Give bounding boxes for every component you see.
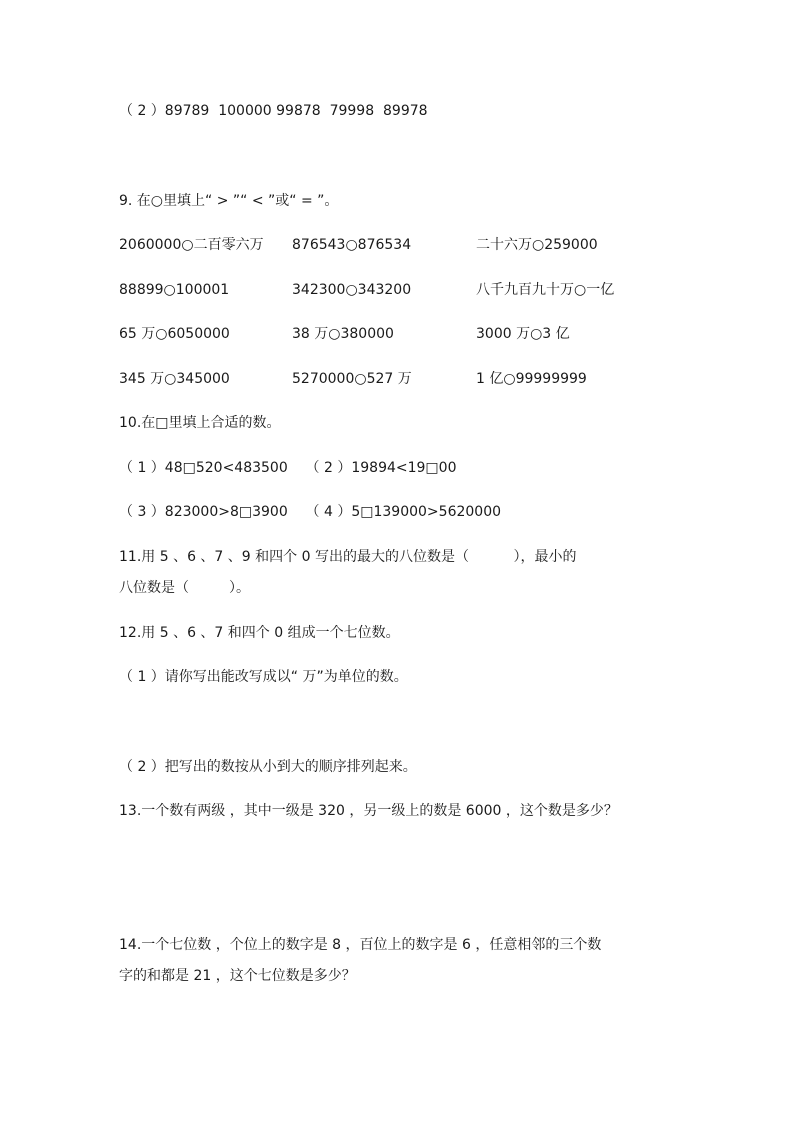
q9-item: 38 万○380000 bbox=[292, 326, 394, 342]
q9-item: 3000 万○3 亿 bbox=[476, 326, 570, 342]
q9-item: 5270000○527 万 bbox=[292, 371, 412, 387]
q9-item: 876543○876534 bbox=[292, 237, 412, 253]
q9-item: 88899○100001 bbox=[119, 282, 230, 298]
q9-item: 八千九百九十万○一亿 bbox=[476, 282, 615, 298]
q9-item: 345 万○345000 bbox=[119, 371, 230, 387]
q9-item: 342300○343200 bbox=[292, 282, 412, 298]
q12-part1: （ 1 ）请你写出能改写成以“ 万”为单位的数。 bbox=[119, 669, 408, 685]
q13-question: 13.一个数有两级 ，其中一级是 320 ，另一级上的数是 6000 ，这个数是多少？ bbox=[119, 803, 618, 819]
q12-part2: （ 2 ）把写出的数按从小到大的顺序排列起来。 bbox=[119, 759, 417, 775]
q9-item: 2060000○二百零六万 bbox=[119, 237, 264, 253]
q10-row2: （ 3 ）823000>8□3900 （ 4 ）5□139000>5620000 bbox=[119, 504, 502, 520]
q9-item: 二十六万○259000 bbox=[476, 237, 598, 253]
q8-part2: （ 2 ）89789 100000 99878 79998 89978 bbox=[119, 103, 428, 119]
q9-item: 65 万○6050000 bbox=[119, 326, 230, 342]
q10-row1: （ 1 ）48□520<483500 （ 2 ）19894<19□00 bbox=[119, 460, 457, 476]
q10-title: 10.在□里填上合适的数。 bbox=[119, 415, 281, 431]
q14-line1: 14.一个七位数 ，个位上的数字是 8 ，百位上的数字是 6 ，任意相邻的三个数 bbox=[119, 937, 602, 953]
q12-title: 12.用 5 、6 、7 和四个 0 组成一个七位数。 bbox=[119, 625, 400, 641]
q11-line2: 八位数是（ ）。 bbox=[119, 580, 251, 596]
q14-line2: 字的和都是 21 ，这个七位数是多少？ bbox=[119, 968, 356, 984]
q11-line1: 11.用 5 、6 、7 、9 和四个 0 写出的最大的八位数是（ ），最小的 bbox=[119, 549, 577, 565]
q9-title: 9. 在○里填上“ > ”“ < ”或“ = ”。 bbox=[119, 193, 339, 209]
q9-item: 1 亿○99999999 bbox=[476, 371, 587, 387]
